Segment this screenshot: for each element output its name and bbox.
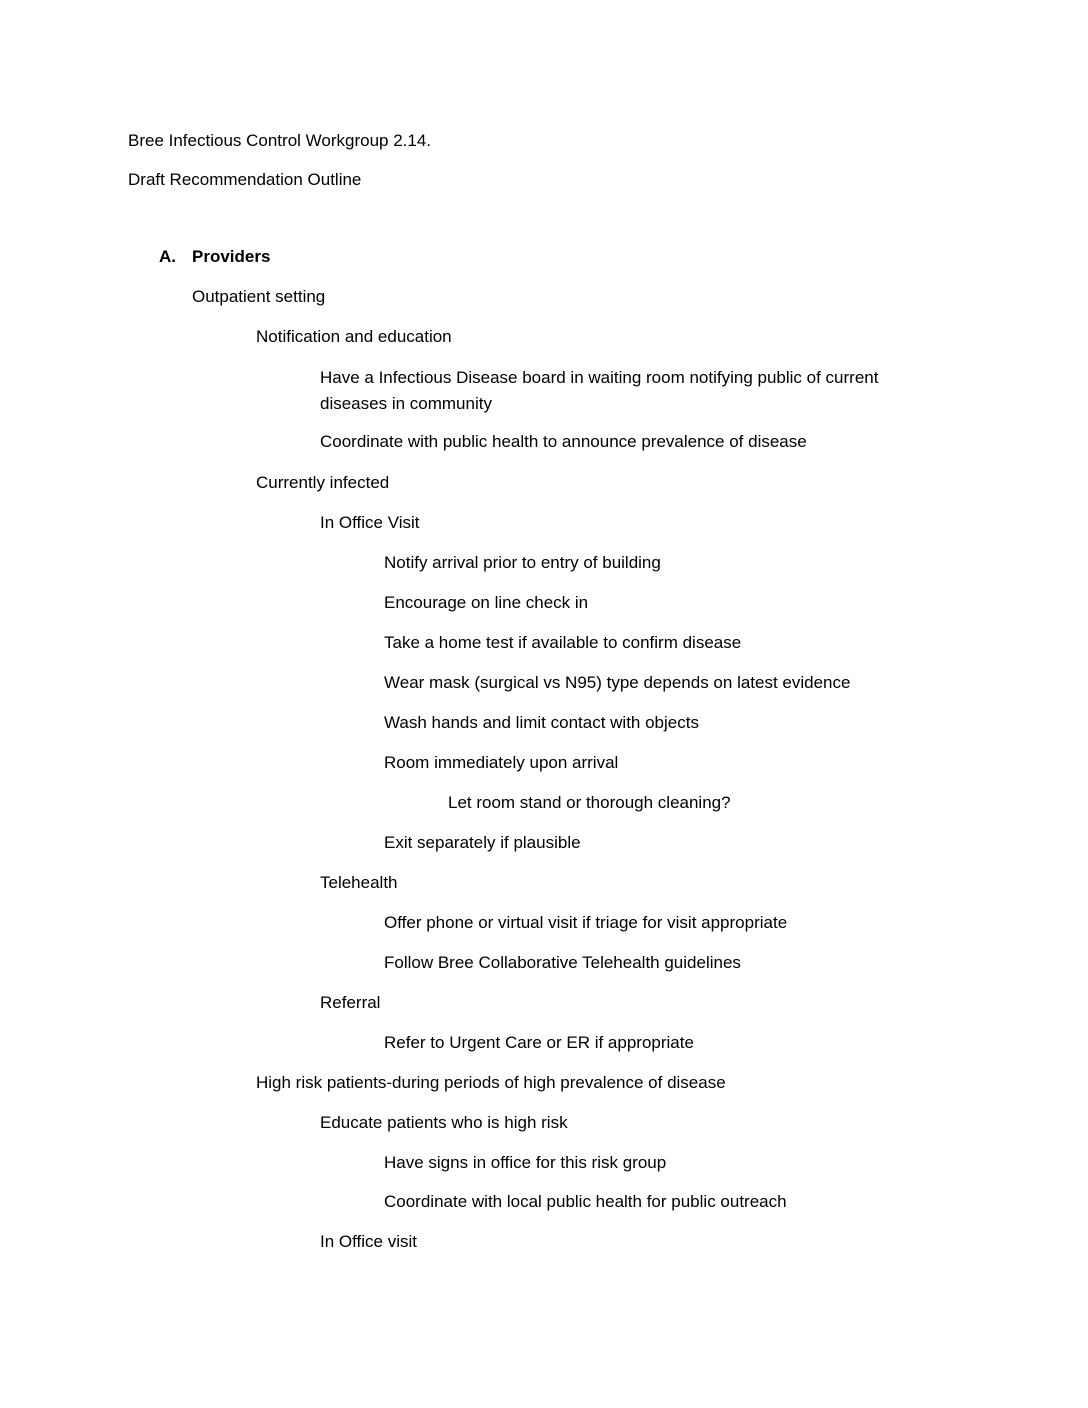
educate-item: Coordinate with local public health for public outreach (384, 1192, 787, 1211)
in-office-item: Room immediately upon arrival (384, 753, 619, 772)
high-risk-in-office-heading: In Office visit (320, 1232, 417, 1251)
document-title: Bree Infectious Control Workgroup 2.14. (128, 131, 432, 150)
educate-heading: Educate patients who is high risk (320, 1113, 568, 1132)
section-a-title: Providers (192, 247, 271, 266)
telehealth-item: Offer phone or virtual visit if triage for visit appropriate (384, 913, 788, 932)
document-subtitle: Draft Recommendation Outline (128, 170, 362, 189)
in-office-sub-item: Let room stand or thorough cleaning? (448, 793, 731, 812)
in-office-item: Wear mask (surgical vs N95) type depends on latest evidence (384, 673, 851, 692)
in-office-item: Encourage on line check in (384, 593, 589, 612)
referral-heading: Referral (320, 993, 381, 1012)
in-office-item: Exit separately if plausible (384, 833, 581, 852)
currently-infected-heading: Currently infected (256, 473, 390, 492)
outpatient-setting-heading: Outpatient setting (192, 287, 326, 306)
in-office-visit-heading: In Office Visit (320, 513, 420, 532)
telehealth-heading: Telehealth (320, 873, 398, 892)
notification-heading: Notification and education (256, 327, 452, 346)
telehealth-item: Follow Bree Collaborative Telehealth guidelines (384, 953, 741, 972)
high-risk-heading: High risk patients-during periods of high prevalence of disease (256, 1073, 726, 1092)
in-office-item: Take a home test if available to confirm disease (384, 633, 742, 652)
in-office-item: Notify arrival prior to entry of building (384, 553, 661, 572)
notification-item: Coordinate with public health to announce prevalence of disease (320, 432, 807, 451)
in-office-item: Wash hands and limit contact with objects (384, 713, 699, 732)
notification-item: Have a Infectious Disease board in waiting room notifying public of current diseases in community (320, 368, 879, 413)
educate-item: Have signs in office for this risk group (384, 1153, 667, 1172)
referral-item: Refer to Urgent Care or ER if appropriate (384, 1033, 694, 1052)
section-a-heading (159, 245, 270, 269)
section-a-marker: A. (159, 247, 176, 266)
